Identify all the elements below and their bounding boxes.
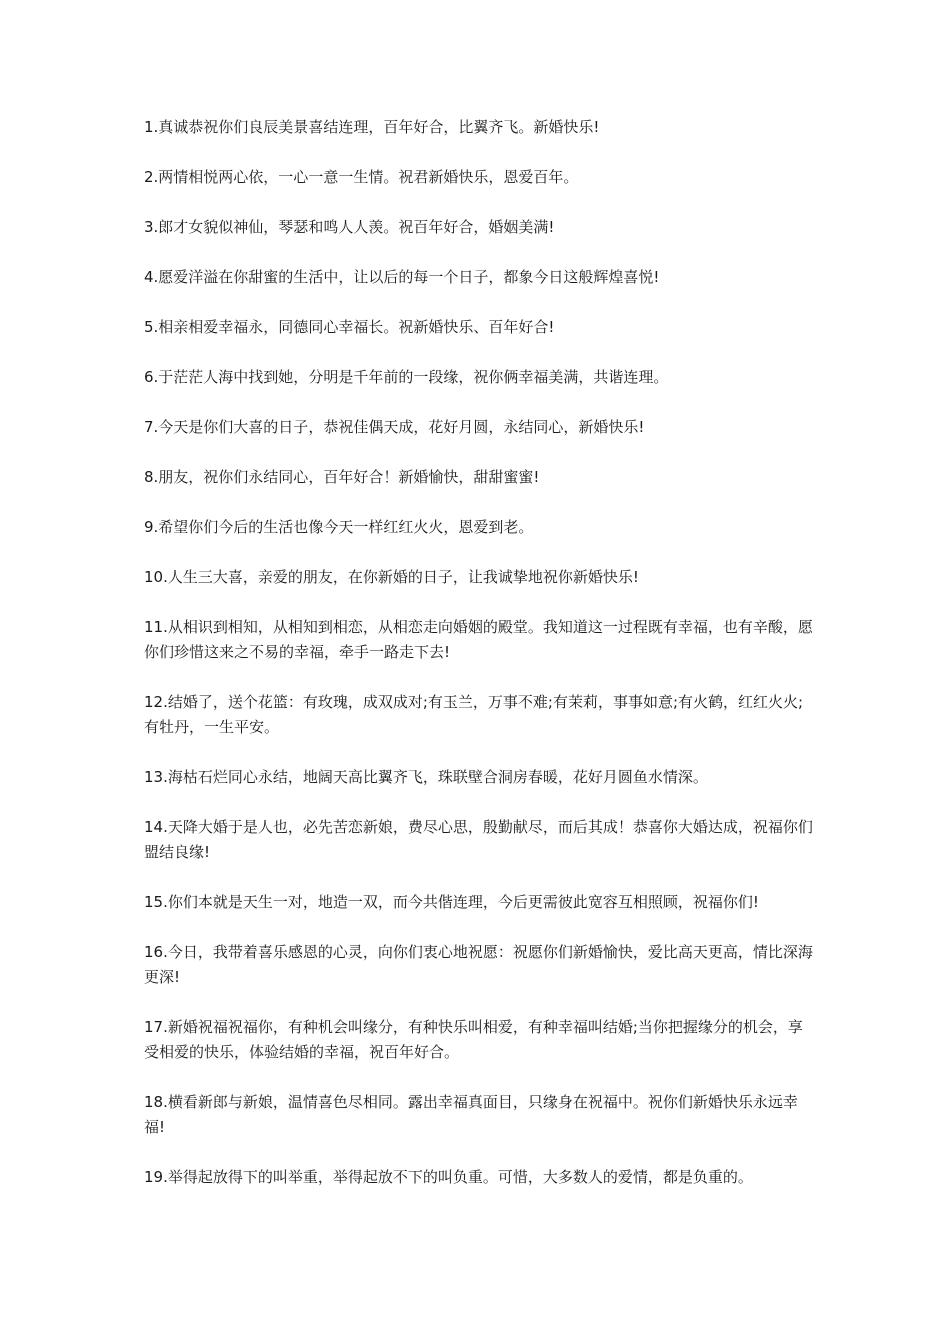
wish-paragraph-9: 9.希望你们今后的生活也像今天一样红红火火，恩爱到老。 (144, 518, 534, 536)
wish-paragraph-6: 6.于茫茫人海中找到她，分明是千年前的一段缘，祝你俩幸福美满，共谐连理。 (144, 368, 669, 386)
wish-paragraph-10: 10.人生三大喜，亲爱的朋友，在你新婚的日子，让我诚挚地祝你新婚快乐! (144, 568, 639, 586)
document-body (144, 115, 816, 1190)
wish-paragraph-7: 7.今天是你们大喜的日子，恭祝佳偶天成，花好月圆，永结同心，新婚快乐! (144, 418, 645, 436)
wish-paragraph-11: 11.从相识到相知，从相知到相恋，从相恋走向婚姻的殿堂。我知道这一过程既有幸福，也有辛酸，愿你们珍惜这来之不易的幸福，牵手一路走下去! (144, 618, 813, 661)
wish-paragraph-19: 19.举得起放得下的叫举重，举得起放不下的叫负重。可惜，大多数人的爱情，都是负重的。 (144, 1168, 753, 1186)
wish-paragraph-15: 15.你们本就是天生一对，地造一双，而今共偕连理，今后更需彼此宽容互相照顾，祝福你们! (144, 893, 759, 911)
wish-paragraph-12: 12.结婚了，送个花篮：有玫瑰，成双成对;有玉兰，万事不难;有茉莉，事事如意;有火鹤，红红火火;有牡丹，一生平安。 (144, 693, 804, 736)
wish-paragraph-14: 14.天降大婚于是人也，必先苦恋新娘，费尽心思，殷勤献尽，而后其成！恭喜你大婚达成，祝福你们盟结良缘! (144, 818, 813, 861)
wish-paragraph-8: 8.朋友，祝你们永结同心，百年好合！新婚愉快，甜甜蜜蜜! (144, 468, 540, 486)
wish-paragraph-3: 3.郎才女貌似神仙，琴瑟和鸣人人羡。祝百年好合，婚姻美满! (144, 218, 555, 236)
wish-paragraph-18: 18.横看新郎与新娘，温情喜色尽相同。露出幸福真面目，只缘身在祝福中。祝你们新婚快乐永远幸福! (144, 1093, 798, 1136)
wish-paragraph-17: 17.新婚祝福祝福你，有种机会叫缘分，有种快乐叫相爱，有种幸福叫结婚;当你把握缘分的机会，享受相爱的快乐，体验结婚的幸福，祝百年好合。 (144, 1018, 803, 1061)
wish-paragraph-5: 5.相亲相爱幸福永，同德同心幸福长。祝新婚快乐、百年好合! (144, 318, 555, 336)
wish-paragraph-16: 16.今日，我带着喜乐感恩的心灵，向你们衷心地祝愿：祝愿你们新婚愉快，爱比高天更高，情比深海更深! (144, 943, 813, 986)
wish-paragraph-2: 2.两情相悦两心依，一心一意一生情。祝君新婚快乐，恩爱百年。 (144, 168, 579, 186)
wish-paragraph-13: 13.海枯石烂同心永结，地阔天高比翼齐飞，珠联壁合洞房春暖，花好月圆鱼水情深。 (144, 768, 708, 786)
wish-paragraph-4: 4.愿爱洋溢在你甜蜜的生活中，让以后的每一个日子，都象今日这般辉煌喜悦! (144, 268, 660, 286)
wish-paragraph-1: 1.真诚恭祝你们良辰美景喜结连理，百年好合，比翼齐飞。新婚快乐! (144, 118, 600, 136)
